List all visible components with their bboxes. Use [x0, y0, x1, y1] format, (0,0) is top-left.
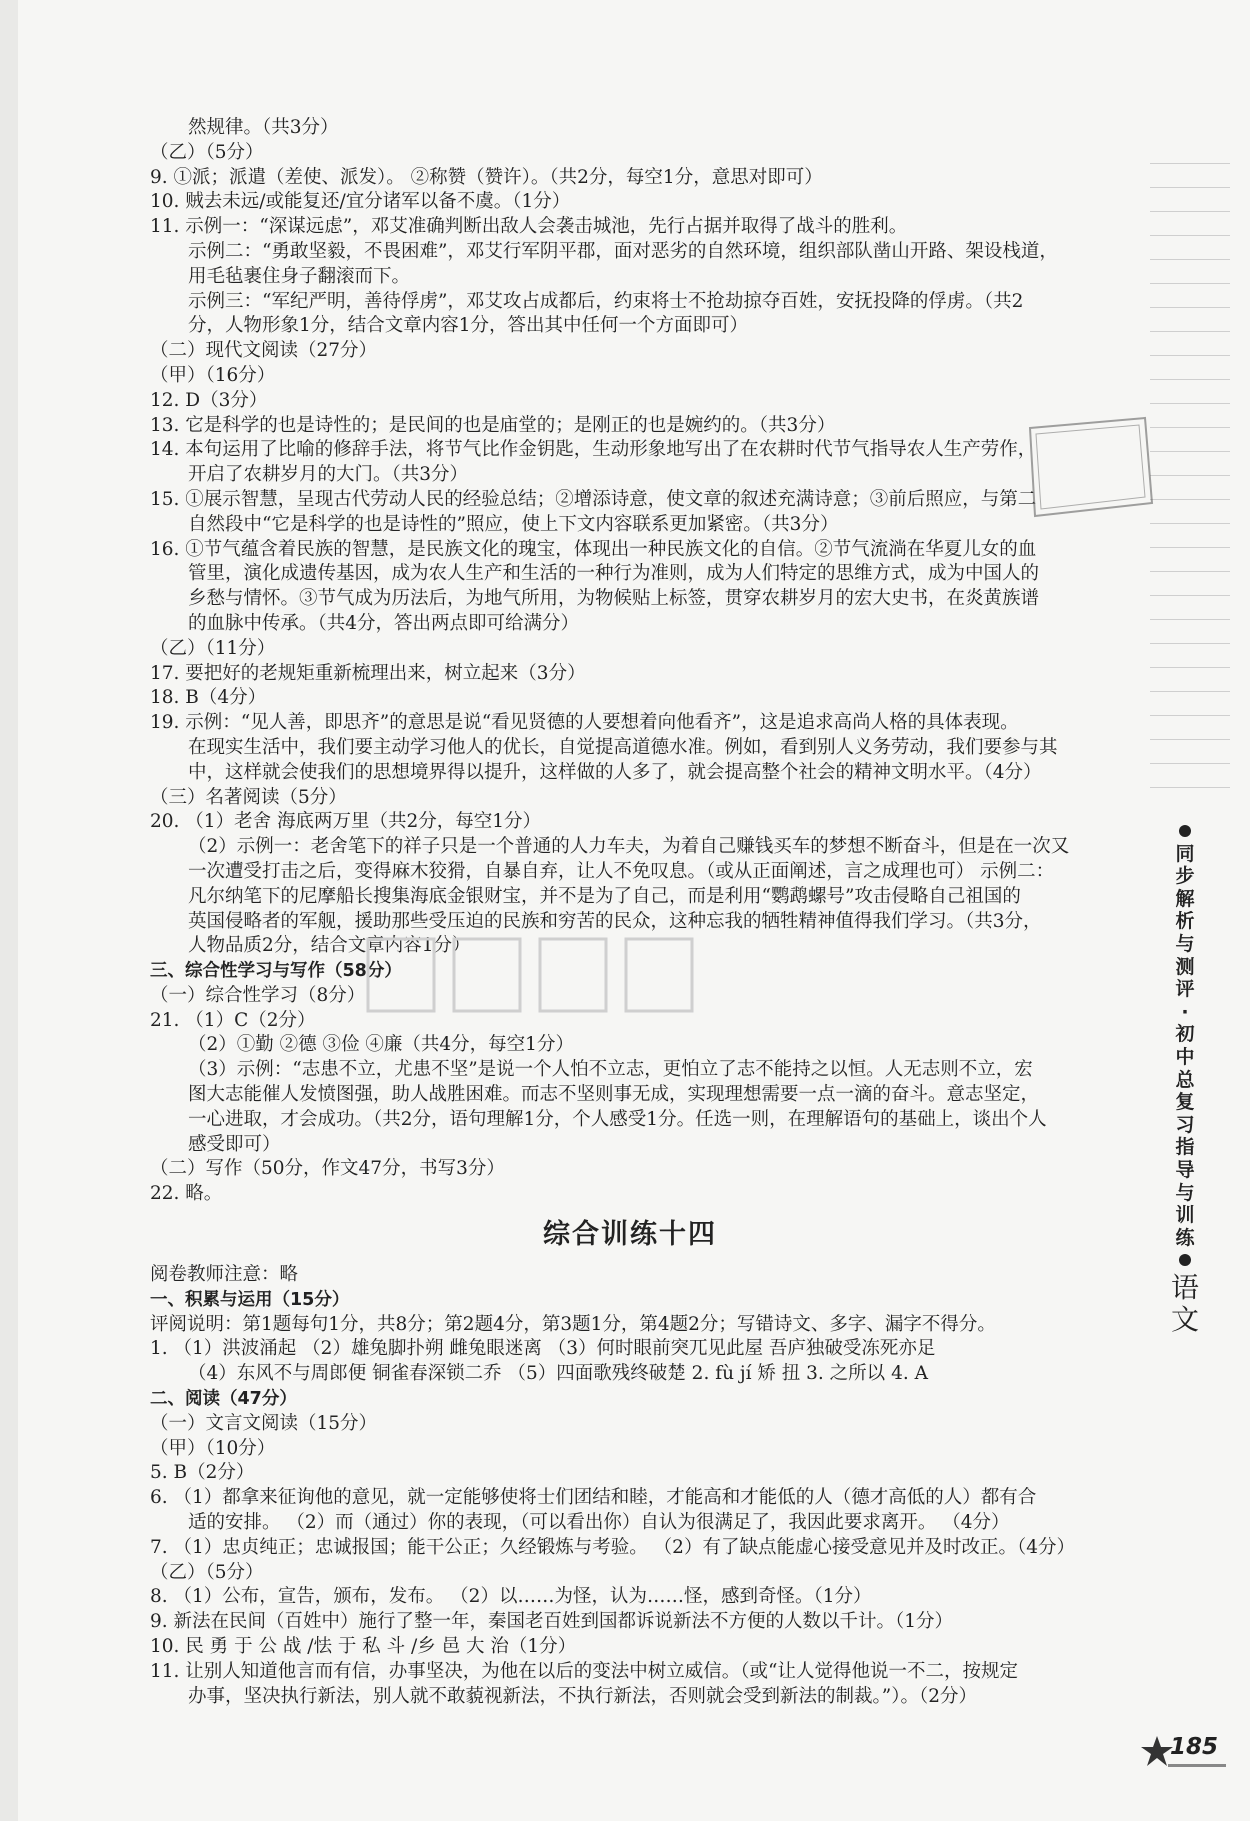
text-line: 分，人物形象1分，结合文章内容1分，答出其中任何一个方面即可） — [188, 315, 749, 337]
text-line: （一）综合性学习（8分） — [150, 984, 366, 1006]
text-line: （二）现代文阅读（27分） — [150, 340, 378, 362]
text-line: （甲）（16分） — [150, 364, 276, 386]
text-line: 一、积累与运用（15分） — [150, 1289, 350, 1310]
text-line: 阅卷教师注意：略 — [150, 1264, 299, 1286]
text-line: 自然段中“它是科学的也是诗性的”照应，使上下文内容联系更加紧密。（共3分） — [188, 513, 839, 535]
star-icon — [1140, 1734, 1174, 1768]
side-title-char: 步 — [1175, 865, 1195, 888]
side-book-title — [1172, 820, 1198, 1272]
side-subject-char: 文 — [1170, 1303, 1199, 1336]
side-title-char: 测 — [1175, 955, 1195, 978]
section-title: 综合训练十四 — [543, 1219, 717, 1251]
text-line: 10. 贼去未远/或能复还/宜分诸军以备不虞。（1分） — [150, 191, 571, 213]
text-line: （乙）（11分） — [150, 637, 276, 659]
text-line: 乡愁与情怀。③节气成为历法后，为地气所用，为物候贴上标签，贯穿农耕岁月的宏大史书，在炎黄族谱 — [188, 588, 1040, 610]
text-line: 11. 让别人知道他言而有信，办事坚决，为他在以后的变法中树立威信。（或“让人觉得他说一不二，按规定 — [150, 1660, 1019, 1682]
text-line: 一次遭受打击之后，变得麻木狡猾，自暴自弃，让人不免叹息。（或从正面阐述，言之成理也可） 示例二： — [188, 860, 1055, 882]
side-title-char: 解 — [1175, 887, 1195, 910]
text-line: 21. （1）C（2分） — [150, 1009, 316, 1031]
text-line: 9. 新法在民间（百姓中）施行了整一年，秦国老百姓到国都诉说新法不方便的人数以千计。（1分） — [150, 1611, 954, 1633]
side-title-char: 训 — [1175, 1204, 1195, 1227]
binding-edge — [0, 0, 18, 1821]
text-line: （一）文言文阅读（15分） — [150, 1412, 378, 1434]
side-title-char: 中 — [1175, 1045, 1195, 1068]
text-line: 17. 要把好的老规矩重新梳理出来，树立起来（3分） — [150, 662, 586, 684]
text-line: 管里，演化成遗传基因，成为农人生产和生活的一种行为准则，成为人们特定的思维方式，成为中国人的 — [188, 563, 1040, 585]
text-line: 英国侵略者的军舰，援助那些受压迫的民族和穷苦的民众，这种忘我的牺牲精神值得我们学习。（共3分， — [188, 910, 1042, 932]
text-line: 开启了农耕岁月的大门。（共3分） — [188, 464, 469, 486]
page-number: 185 — [1170, 1734, 1219, 1760]
text-line: （二）写作（50分，作文47分，书写3分） — [150, 1158, 505, 1180]
text-line: 感受即可） — [188, 1133, 281, 1155]
text-line: 在现实生活中，我们要主动学习他人的优长，自觉提高道德水准。例如，看到别人义务劳动，我们要参与其 — [188, 736, 1058, 758]
text-line: 1. （1）洪波涌起 （2）雄兔脚扑朔 雌兔眼迷离 （3）何时眼前突兀见此屋 吾庐独破受冻死亦足 — [150, 1338, 936, 1360]
text-line: 6. （1）都拿来征询他的意见，就一定能够使将士们团结和睦，才能高和才能低的人（德才高低的人）都有合 — [150, 1487, 1037, 1509]
text-line: （乙）（5分） — [150, 1561, 264, 1583]
text-line: 22. 略。 — [150, 1183, 223, 1205]
text-line: 示例三：“军纪严明，善待俘虏”，邓艾攻占成都后，约束将士不抢劫掠夺百姓，安抚投降的俘虏。（共2 — [188, 290, 1024, 312]
side-title-char: · — [1181, 1000, 1189, 1023]
text-line: （3）示例：“志患不立，尤患不坚”是说一个人怕不立志，更怕立了志不能持之以恒。人无志则不立，宏 — [188, 1059, 1033, 1081]
text-line: 7. （1）忠贞纯正；忠诚报国；能干公正；久经锻炼与考验。 （2）有了缺点能虚心接受意见并及时改正。（4分） — [150, 1536, 1075, 1558]
text-line: 评阅说明：第1题每句1分，共8分；第2题4分，第3题1分，第4题2分；写错诗文、多字、漏字不得分。 — [150, 1313, 996, 1335]
bullet-dot-icon — [1179, 825, 1191, 837]
page-number-block — [1140, 1730, 1240, 1770]
text-line: 的血脉中传承。（共4分，答出两点即可给满分） — [188, 612, 580, 634]
text-line: 用毛毡裹住身子翻滚而下。 — [188, 265, 411, 287]
side-subject-char: 语 — [1170, 1271, 1199, 1304]
side-title-char: 同 — [1175, 842, 1195, 865]
text-line: 示例二：“勇敢坚毅，不畏困难”，邓艾行军阴平郡，面对恶劣的自然环境，组织部队凿山开路、架设栈道， — [188, 240, 1058, 262]
ruled-margin-lines — [1150, 140, 1230, 800]
watermark — [360, 925, 710, 1025]
text-line: 20. （1）老舍 海底两万里（共2分，每空1分） — [150, 811, 541, 833]
text-line: 三、综合性学习与写作（58分） — [150, 961, 402, 982]
text-line: 12. D（3分） — [150, 389, 268, 411]
side-title-char: 初 — [1175, 1023, 1195, 1046]
side-title-char: 评 — [1175, 978, 1195, 1001]
text-line: 8. （1）公布，宣告，颁布，发布。 （2）以……为怪，认为……怪，感到奇怪。（1分） — [150, 1586, 872, 1608]
side-title-char: 指 — [1175, 1136, 1195, 1159]
text-line: （2）示例一：老舍笔下的祥子只是一个普通的人力车夫，为着自己赚钱买车的梦想不断奋斗，但是在一次又 — [188, 836, 1070, 858]
text-line: 13. 它是科学的也是诗性的；是民间的也是庙堂的；是刚正的也是婉约的。（共3分） — [150, 414, 836, 436]
text-line: 凡尔纳笔下的尼摩船长搜集海底金银财宝，并不是为了自己，而是利用“鹦鹉螺号”攻击侵略自己祖国的 — [188, 885, 1021, 907]
text-line: 14. 本句运用了比喻的修辞手法，将节气比作金钥匙，生动形象地写出了在农耕时代节气指导农人生产劳作， — [150, 439, 1037, 461]
text-line: 18. B（4分） — [150, 687, 267, 709]
side-title-char: 复 — [1175, 1091, 1195, 1114]
side-title-char: 析 — [1175, 910, 1195, 933]
page-number-underline — [1168, 1764, 1226, 1767]
text-line: 11. 示例一：“深谋远虑”，邓艾准确判断出敌人会袭击城池，先行占据并取得了战斗的胜利。 — [150, 216, 908, 238]
text-line: 中，这样就会使我们的思想境界得以提升，这样做的人多了，就会提高整个社会的精神文明水平。（4分） — [188, 761, 1042, 783]
publisher-stamp — [1020, 408, 1160, 528]
text-line: （4）东风不与周郎便 铜雀春深锁二乔 （5）四面歌残终破楚 2. fù jí 矫 扭 3. 之所以 4. A — [188, 1363, 928, 1385]
text-line: 办事，坚决执行新法，别人就不敢藐视新法，不执行新法，否则就会受到新法的制裁。”）。（2分） — [188, 1685, 977, 1707]
text-line: 15. ①展示智慧，呈现古代劳动人民的经验总结；②增添诗意，使文章的叙述充满诗意；③前后照应，与第二 — [150, 488, 1037, 510]
text-line: 人物品质2分，结合文章内容1分） — [188, 935, 471, 957]
answer-key-content — [150, 116, 1110, 1709]
text-line: （三）名著阅读（5分） — [150, 786, 347, 808]
side-title-char: 与 — [1175, 1181, 1195, 1204]
text-line: 19. 示例：“见人善，即思齐”的意思是说“看见贤德的人要想着向他看齐”，这是追求高尚人格的具体表现。 — [150, 712, 1019, 734]
side-subject-label — [1165, 1272, 1205, 1336]
side-title-char: 练 — [1175, 1226, 1195, 1249]
text-line: 然规律。（共3分） — [188, 117, 339, 138]
side-title-char: 与 — [1175, 932, 1195, 955]
text-line: 一心进取，才会成功。（共2分，语句理解1分，个人感受1分。任选一则，在理解语句的基础上，谈出个人 — [188, 1108, 1047, 1130]
text-line: 10. 民 勇 于 公 战 /怯 于 私 斗 /乡 邑 大 治（1分） — [150, 1636, 577, 1658]
side-title-char: 习 — [1175, 1113, 1195, 1136]
text-line: 适的安排。 （2）而（通过）你的表现，（可以看出你）自认为很满足了，我因此要求离开。 （4分） — [188, 1512, 1010, 1534]
text-line: （乙）（5分） — [150, 141, 264, 163]
text-line: 16. ①节气蕴含着民族的智慧，是民族文化的瑰宝，体现出一种民族文化的自信。②节气流淌在华夏儿女的血 — [150, 538, 1037, 560]
text-line: 二、阅读（47分） — [150, 1389, 297, 1410]
bullet-dot-icon — [1179, 1254, 1191, 1266]
text-line: （甲）（10分） — [150, 1437, 276, 1459]
side-title-char: 总 — [1175, 1068, 1195, 1091]
text-line: 9. ①派；派遣（差使、派发）。 ②称赞（赞许）。（共2分，每空1分，意思对即可） — [150, 166, 823, 188]
text-line: （2）①勤 ②德 ③俭 ④廉（共4分，每空1分） — [188, 1034, 574, 1056]
side-title-char: 导 — [1175, 1158, 1195, 1181]
text-line: 5. B（2分） — [150, 1462, 255, 1484]
text-line: 图大志能催人发愤图强，助人战胜困难。而志不坚则事无成，实现理想需要一点一滴的奋斗。意志坚定， — [188, 1084, 1040, 1106]
